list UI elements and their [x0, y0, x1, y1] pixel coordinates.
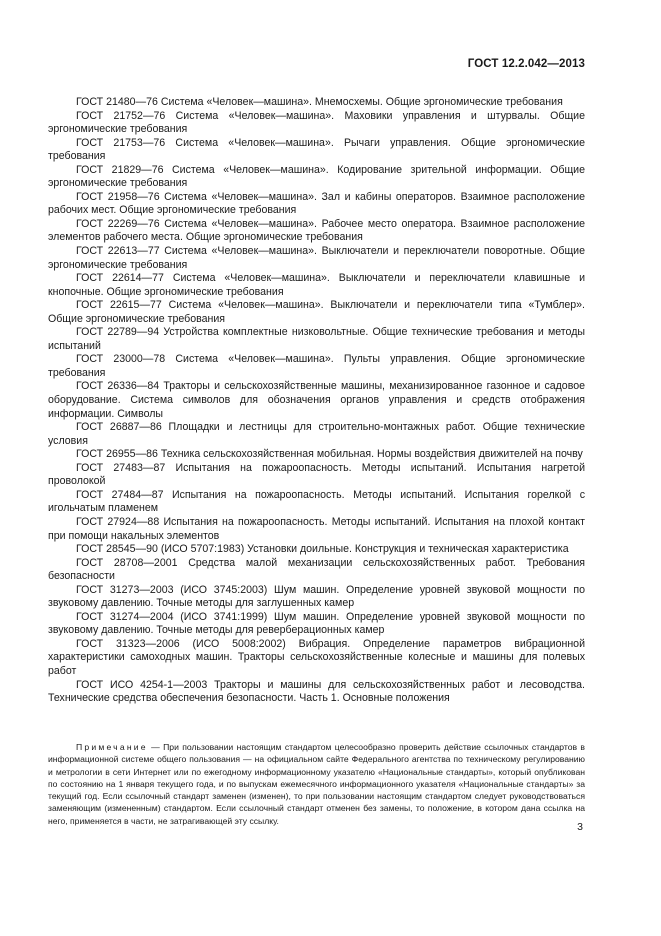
reference-item: ГОСТ 22615—77 Система «Человек—машина». Выключатели и переключатели типа «Тумблер». Общие эргономические требования [48, 299, 585, 325]
reference-item: ГОСТ 22614—77 Система «Человек—машина». Выключатели и переключатели клавишные и кнопочные. Общие эргономические требования [48, 272, 585, 298]
reference-item: ГОСТ 27484—87 Испытания на пожароопасность. Методы испытаний. Испытания горелкой с игольчатым пламенем [48, 488, 585, 515]
reference-item: ГОСТ 26336—84 Тракторы и сельскохозяйственные машины, механизированное газонное и садовое оборудование. Система символов для обозначения органов управления и средств отображения информации. Символы [48, 380, 585, 420]
note-paragraph [48, 741, 585, 827]
reference-item: ГОСТ 21958—76 Система «Человек—машина». Зал и кабины операторов. Взаимное расположение рабочих мест. Общие эргономические требования [48, 190, 585, 217]
reference-item: ГОСТ 21480—76 Система «Человек—машина». Мнемосхемы. Общие эргономические требования [76, 96, 563, 108]
note-lead: Примечание [76, 742, 148, 752]
reference-item: ГОСТ 28545—90 (ИСО 5707:1983) Установки доильные. Конструкция и техническая характеристика [76, 543, 569, 556]
reference-item: ГОСТ 21752—76 Система «Человек—машина». Маховики управления и штурвалы. Общие эргономические требования [48, 109, 585, 136]
reference-item: ГОСТ 22789—94 Устройства комплектные низковольтные. Общие технические требования и методы испытаний [48, 326, 585, 352]
reference-item: ГОСТ 26887—86 Площадки и лестницы для строительно-монтажных работ. Общие технические условия [48, 421, 585, 447]
reference-item: ГОСТ 26955—86 Техника сельскохозяйственная мобильная. Нормы воздействия движителей на почву [76, 448, 583, 461]
reference-item: ГОСТ 22269—76 Система «Человек—машина». Рабочее место оператора. Взаимное расположение элементов рабочего места. Общие эргономические требования [48, 217, 585, 244]
reference-item: ГОСТ 21829—76 Система «Человек—машина». Кодирование зрительной информации. Общие эргономические требования [48, 163, 585, 190]
reference-item: ГОСТ 31274—2004 (ИСО 3741:1999) Шум машин. Определение уровней звуковой мощности по звуковому давлению. Точные методы для реверберационных камер [48, 610, 585, 637]
reference-item: ГОСТ 21753—76 Система «Человек—машина». Рычаги управления. Общие эргономические требования [48, 136, 585, 163]
reference-item: ГОСТ 27924—88 Испытания на пожароопасность. Методы испытаний. Испытания на плохой контакт при помощи накальных элементов [48, 515, 585, 542]
note-text: — При пользовании настоящим стандартом целесообразно проверить действие ссылочных стандартов в информационной системе общего пользования — на официальном сайте Федерального агентства по техническому регулированию и метрологии в сети Интернет или по ежегодному информационному указателю «Национальные стандарты», который опубликован по состоянию на 1 января текущего года, и по выпускам ежемесячного информационного указателя «Национальные стандарты» за текущий год. Если ссылочный стандарт заменен (изменен), то при пользовании настоящим стандартом следует руководствоваться заменяющим (измененным) стандартом. Если ссылочный стандарт отменен без замены, то положение, в котором дана ссылка на него, применяется в части, не затрагивающей эту ссылку. [48, 742, 586, 826]
reference-item: ГОСТ 22613—77 Система «Человек—машина». Выключатели и переключатели поворотные. Общие эргономические требования [48, 245, 585, 271]
reference-item: ГОСТ 23000—78 Система «Человек—машина». Пульты управления. Общие эргономические требования [48, 353, 585, 379]
reference-item: ГОСТ 31273—2003 (ИСО 3745:2003) Шум машин. Определение уровней звуковой мощности по звуковому давлению. Точные методы для заглушенных камер [48, 583, 585, 610]
document-header: ГОСТ 12.2.042—2013 [467, 58, 585, 70]
reference-item: ГОСТ 31323—2006 (ИСО 5008:2002) Вибрация. Определение параметров вибрационной характеристики самоходных машин. Тракторы сельскохозяйственные колесные и машины для полевых работ [48, 637, 585, 677]
reference-item: ГОСТ 28708—2001 Средства малой механизации сельскохозяйственных работ. Требования безопасности [48, 556, 585, 583]
reference-item: ГОСТ 27483—87 Испытания на пожароопасность. Методы испытаний. Испытания нагретой проволокой [48, 461, 585, 488]
normative-references-list [48, 96, 585, 706]
page-number: 3 [577, 821, 583, 833]
reference-item: ГОСТ ИСО 4254-1—2003 Тракторы и машины для сельскохозяйственных работ и лесоводства. Технические средства обеспечения безопасности. Часть 1. Основные положения [48, 678, 585, 705]
